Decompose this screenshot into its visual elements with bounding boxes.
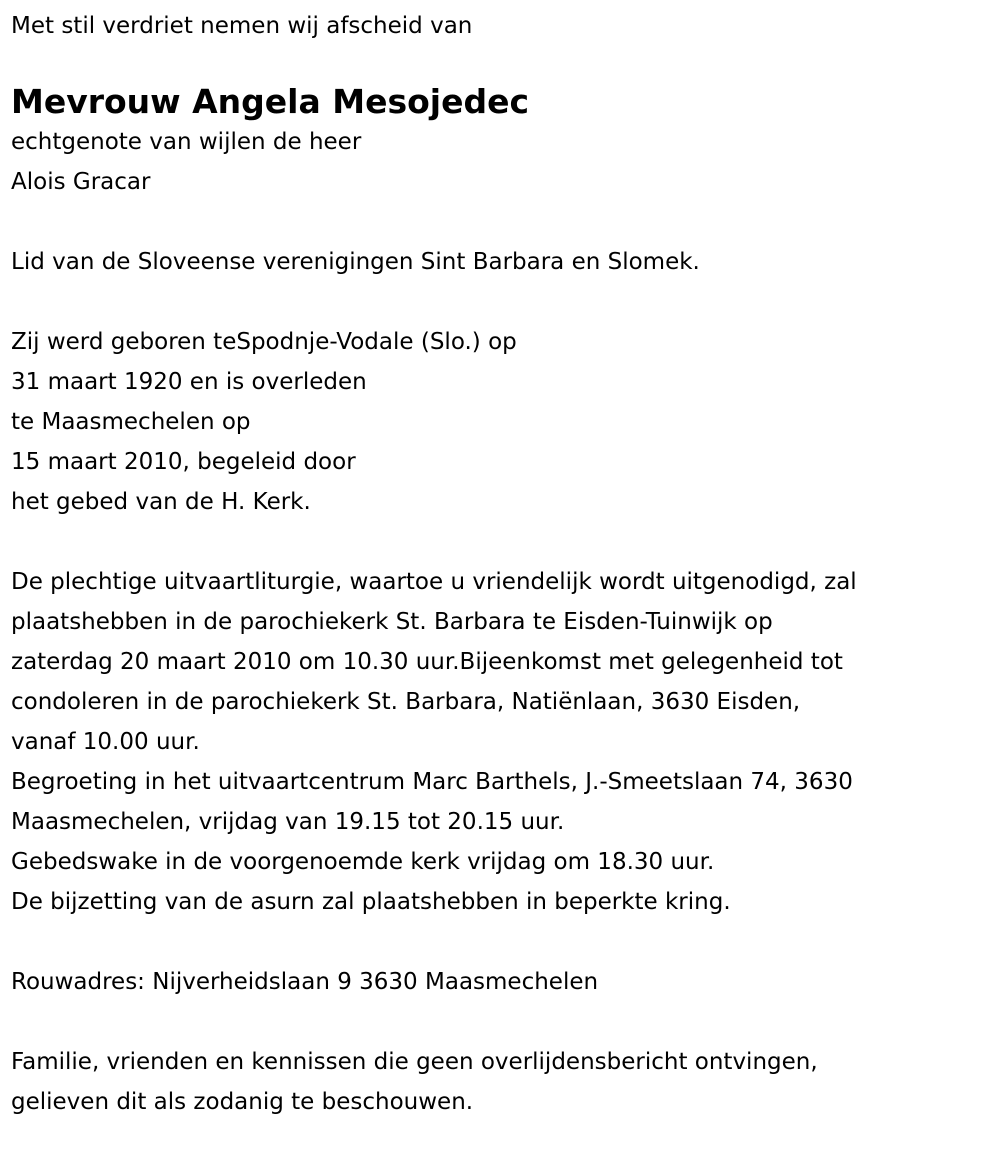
intro-text: Met stil verdriet nemen wij afscheid van — [11, 13, 473, 39]
obituary-notice — [11, 6, 857, 1122]
spouse-line: echtgenote van wijlen de heer — [11, 129, 362, 155]
closing-line: gelieven dit als zodanig te beschouwen. — [11, 1089, 474, 1115]
ceremony-line: Maasmechelen, vrijdag van 19.15 tot 20.15 uur. — [11, 809, 565, 835]
mourning-address: Rouwadres: Nijverheidslaan 9 3630 Maasmechelen — [11, 969, 599, 995]
closing-line: Familie, vrienden en kennissen die geen overlijdensbericht ontvingen, — [11, 1049, 818, 1075]
birth-death-line: te Maasmechelen op — [11, 409, 251, 435]
membership-text: Lid van de Sloveense verenigingen Sint Barbara en Slomek. — [11, 249, 700, 275]
birth-death-line: Zij werd geboren teSpodnje-Vodale (Slo.) op — [11, 329, 517, 355]
ceremony-line: De bijzetting van de asurn zal plaatshebben in beperkte kring. — [11, 889, 731, 915]
deceased-name: Mevrouw Angela Mesojedec — [11, 82, 530, 121]
ceremony-line: plaatshebben in de parochiekerk St. Barbara te Eisden-Tuinwijk op — [11, 609, 773, 635]
ceremony-line: condoleren in de parochiekerk St. Barbara, Natiënlaan, 3630 Eisden, — [11, 689, 801, 715]
birth-death-line: 15 maart 2010, begeleid door — [11, 449, 356, 475]
ceremony-line: zaterdag 20 maart 2010 om 10.30 uur.Bijeenkomst met gelegenheid tot — [11, 649, 843, 675]
ceremony-line: Gebedswake in de voorgenoemde kerk vrijdag om 18.30 uur. — [11, 849, 715, 875]
ceremony-line: vanaf 10.00 uur. — [11, 729, 200, 755]
ceremony-line: Begroeting in het uitvaartcentrum Marc Barthels, J.-Smeetslaan 74, 3630 — [11, 769, 853, 795]
ceremony-line: De plechtige uitvaartliturgie, waartoe u vriendelijk wordt uitgenodigd, zal — [11, 569, 857, 595]
birth-death-line: 31 maart 1920 en is overleden — [11, 369, 367, 395]
birth-death-line: het gebed van de H. Kerk. — [11, 489, 311, 515]
spouse-name: Alois Gracar — [11, 169, 151, 195]
